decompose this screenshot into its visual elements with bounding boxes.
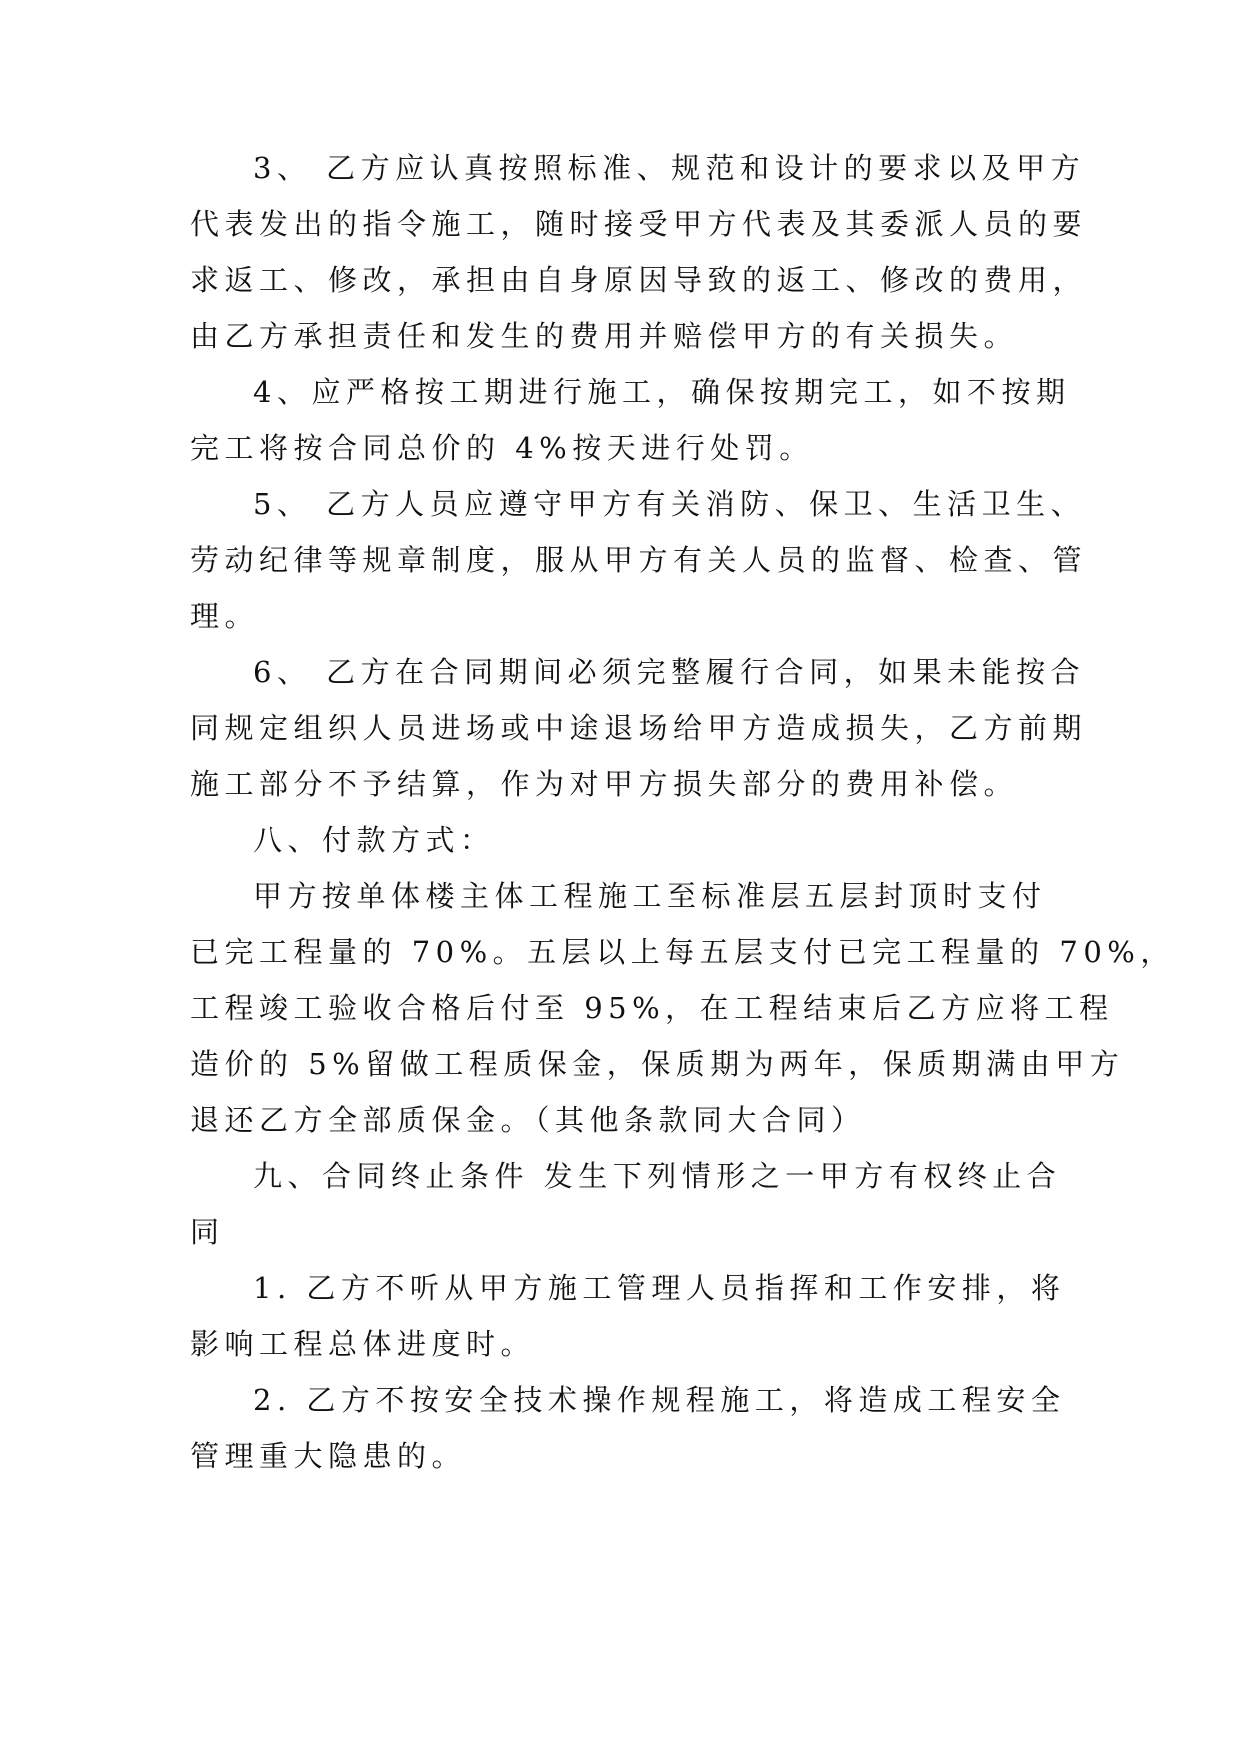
text-line: 工程竣工验收合格后付至 95%，在工程结束后乙方应将工程 xyxy=(190,991,1114,1025)
text-line: 劳动纪律等规章制度，服从甲方有关人员的监督、检查、管 xyxy=(190,543,1088,577)
text-line: 退还乙方全部质保金。（其他条款同大合同） xyxy=(190,1103,866,1137)
text-line: 1. 乙方不听从甲方施工管理人员指挥和工作安排，将 xyxy=(253,1271,1066,1305)
text-line: 5、 乙方人员应遵守甲方有关消防、保卫、生活卫生、 xyxy=(253,487,1086,521)
text-line: 求返工、修改，承担由自身原因导致的返工、修改的费用， xyxy=(190,263,1088,297)
text-line: 6、 乙方在合同期间必须完整履行合同，如果未能按合 xyxy=(253,655,1086,689)
text-line: 甲方按单体楼主体工程施工至标准层五层封顶时支付 xyxy=(253,879,1047,913)
section-heading: 九、合同终止条件 发生下列情形之一甲方有权终止合 xyxy=(253,1159,1062,1193)
text-line: 造价的 5%留做工程质保金，保质期为两年，保质期满由甲方 xyxy=(190,1047,1125,1081)
text-line: 同 xyxy=(190,1215,225,1249)
text-line: 3、 乙方应认真按照标准、规范和设计的要求以及甲方 xyxy=(253,151,1086,185)
text-line: 完工将按合同总价的 4%按天进行处罚。 xyxy=(190,431,814,465)
text-line: 4、应严格按工期进行施工，确保按期完工，如不按期 xyxy=(253,375,1071,409)
text-line: 代表发出的指令施工，随时接受甲方代表及其委派人员的要 xyxy=(190,207,1088,241)
text-line: 同规定组织人员进场或中途退场给甲方造成损失，乙方前期 xyxy=(190,711,1088,745)
section-heading: 八、付款方式： xyxy=(253,823,495,857)
text-line: 理。 xyxy=(190,599,260,633)
text-line: 管理重大隐患的。 xyxy=(190,1439,467,1473)
text-line: 由乙方承担责任和发生的费用并赔偿甲方的有关损失。 xyxy=(190,319,1019,353)
text-line: 影响工程总体进度时。 xyxy=(190,1327,536,1361)
text-line: 施工部分不予结算，作为对甲方损失部分的费用补偿。 xyxy=(190,767,1019,801)
text-line: 已完工程量的 70%。五层以上每五层支付已完工程量的 70%， xyxy=(190,935,1175,969)
text-line: 2. 乙方不按安全技术操作规程施工，将造成工程安全 xyxy=(253,1383,1066,1417)
